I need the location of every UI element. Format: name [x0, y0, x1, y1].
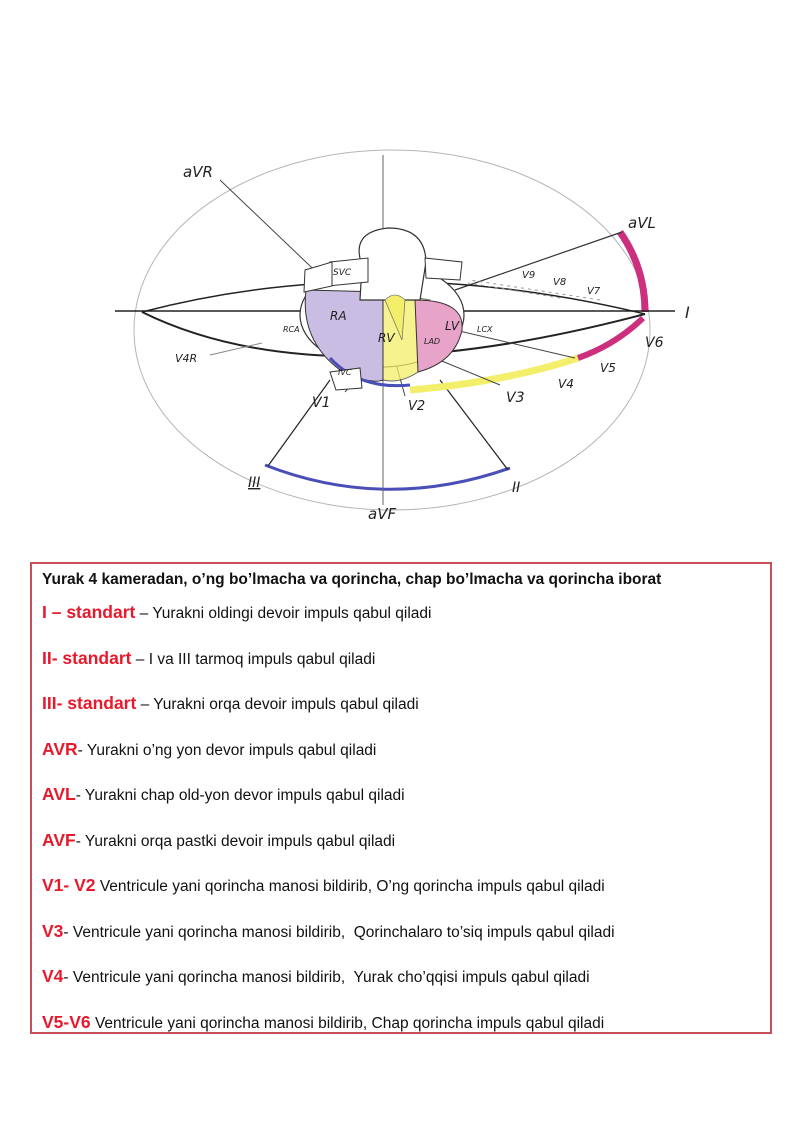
lead-name: AVF	[42, 829, 76, 850]
separator: -	[75, 787, 85, 804]
label-lcx: LCX	[477, 325, 493, 334]
label-v1: V1	[312, 395, 331, 411]
label-v7: V7	[587, 286, 601, 297]
legend-box	[30, 562, 772, 1034]
separator: –	[136, 696, 154, 713]
label-lead-ii: II	[512, 480, 521, 496]
label-v3: V3	[506, 390, 525, 406]
legend-row	[42, 602, 770, 624]
heart-illustration	[300, 228, 464, 390]
label-v6: V6	[645, 335, 664, 351]
lead-name: V1- V2	[42, 875, 96, 895]
lead-description: Ventricule yani qorincha manosi bildirib, O’ng qorincha impuls qabul qiladi	[99, 878, 605, 895]
lead-description: Ventricule yani qorincha manosi bildirib, Chap qorincha impuls qabul qiladi	[94, 1014, 605, 1032]
lead-name: III- standart	[42, 693, 137, 713]
lead-name: V4	[42, 966, 64, 986]
legend-row	[42, 875, 770, 897]
lead-description: Ventricule yani qorincha manosi bildirib, Qorinchalaro to’siq impuls qabul qiladi	[72, 923, 615, 941]
separator: –	[135, 605, 153, 622]
legend-row	[42, 921, 770, 943]
lead-ii-axis	[440, 380, 508, 470]
lead-description: Yurakni orqa devoir impuls qabul qiladi	[153, 696, 419, 713]
label-rv: RV	[378, 331, 395, 345]
lead-iii-axis	[268, 380, 330, 466]
lead-name: AVL	[42, 784, 76, 804]
label-avf: aVF	[368, 505, 397, 523]
label-v8: V8	[553, 277, 567, 288]
legend-row	[42, 966, 770, 988]
lead-description: Yurakni orqa pastki devoir impuls qabul qiladi	[84, 832, 396, 850]
intro-text: Yurak 4 kameradan, o’ng bo’lmacha va qorincha, chap bo’lmacha va qorincha iborat	[42, 571, 662, 588]
label-lead-i: I	[685, 303, 690, 322]
label-lead-iii: III	[248, 475, 261, 491]
separator: -	[63, 923, 73, 941]
legend-row	[42, 1012, 770, 1034]
separator: -	[77, 741, 87, 759]
lead-description: I va III tarmoq impuls qabul qiladi	[148, 650, 376, 668]
legend-row	[42, 648, 770, 670]
avl-magenta-arc	[620, 232, 645, 312]
label-lv: LV	[445, 319, 460, 333]
v5-v6-magenta-arc	[578, 318, 643, 358]
inferior-blue-arc	[265, 465, 510, 489]
label-ra: RA	[330, 309, 347, 323]
lead-description: Yurakni o’ng yon devor impuls qabul qiladi	[86, 741, 377, 759]
label-lad: LAD	[424, 337, 441, 346]
label-v2: V2	[408, 399, 426, 414]
lead-name: I – standart	[42, 602, 136, 622]
lead-name: V3	[42, 920, 64, 941]
v7-ray	[470, 280, 600, 300]
legend-rows	[42, 602, 770, 1034]
separator: –	[131, 650, 149, 668]
ecg-leads-heart-diagram	[0, 0, 800, 540]
label-avl: aVL	[628, 214, 656, 232]
label-avr: aVR	[183, 163, 213, 181]
label-svc: SVC	[333, 268, 352, 278]
lead-description: Ventricule yani qorincha manosi bildirib, Yurak cho’qqisi impuls qabul qiladi	[72, 969, 590, 986]
lead-description: Yurakni chap old-yon devor impuls qabul qiladi	[84, 787, 405, 804]
legend-row	[42, 830, 770, 852]
label-v4: V4	[558, 377, 574, 391]
separator: -	[63, 969, 73, 986]
lead-name: V5-V6	[42, 1011, 91, 1032]
lead-description: Yurakni oldingi devoir impuls qabul qiladi	[152, 605, 432, 622]
separator: -	[75, 832, 85, 850]
legend-row	[42, 693, 770, 715]
label-v4r: V4R	[175, 352, 198, 365]
label-v9: V9	[522, 270, 536, 281]
label-ivc: IVC	[338, 368, 352, 377]
label-rca: RCA	[283, 325, 300, 334]
legend-row	[42, 784, 770, 806]
label-v5: V5	[600, 361, 616, 375]
lead-name: II- standart	[42, 647, 132, 668]
legend-row	[42, 739, 770, 761]
lead-name: AVR	[42, 738, 78, 759]
